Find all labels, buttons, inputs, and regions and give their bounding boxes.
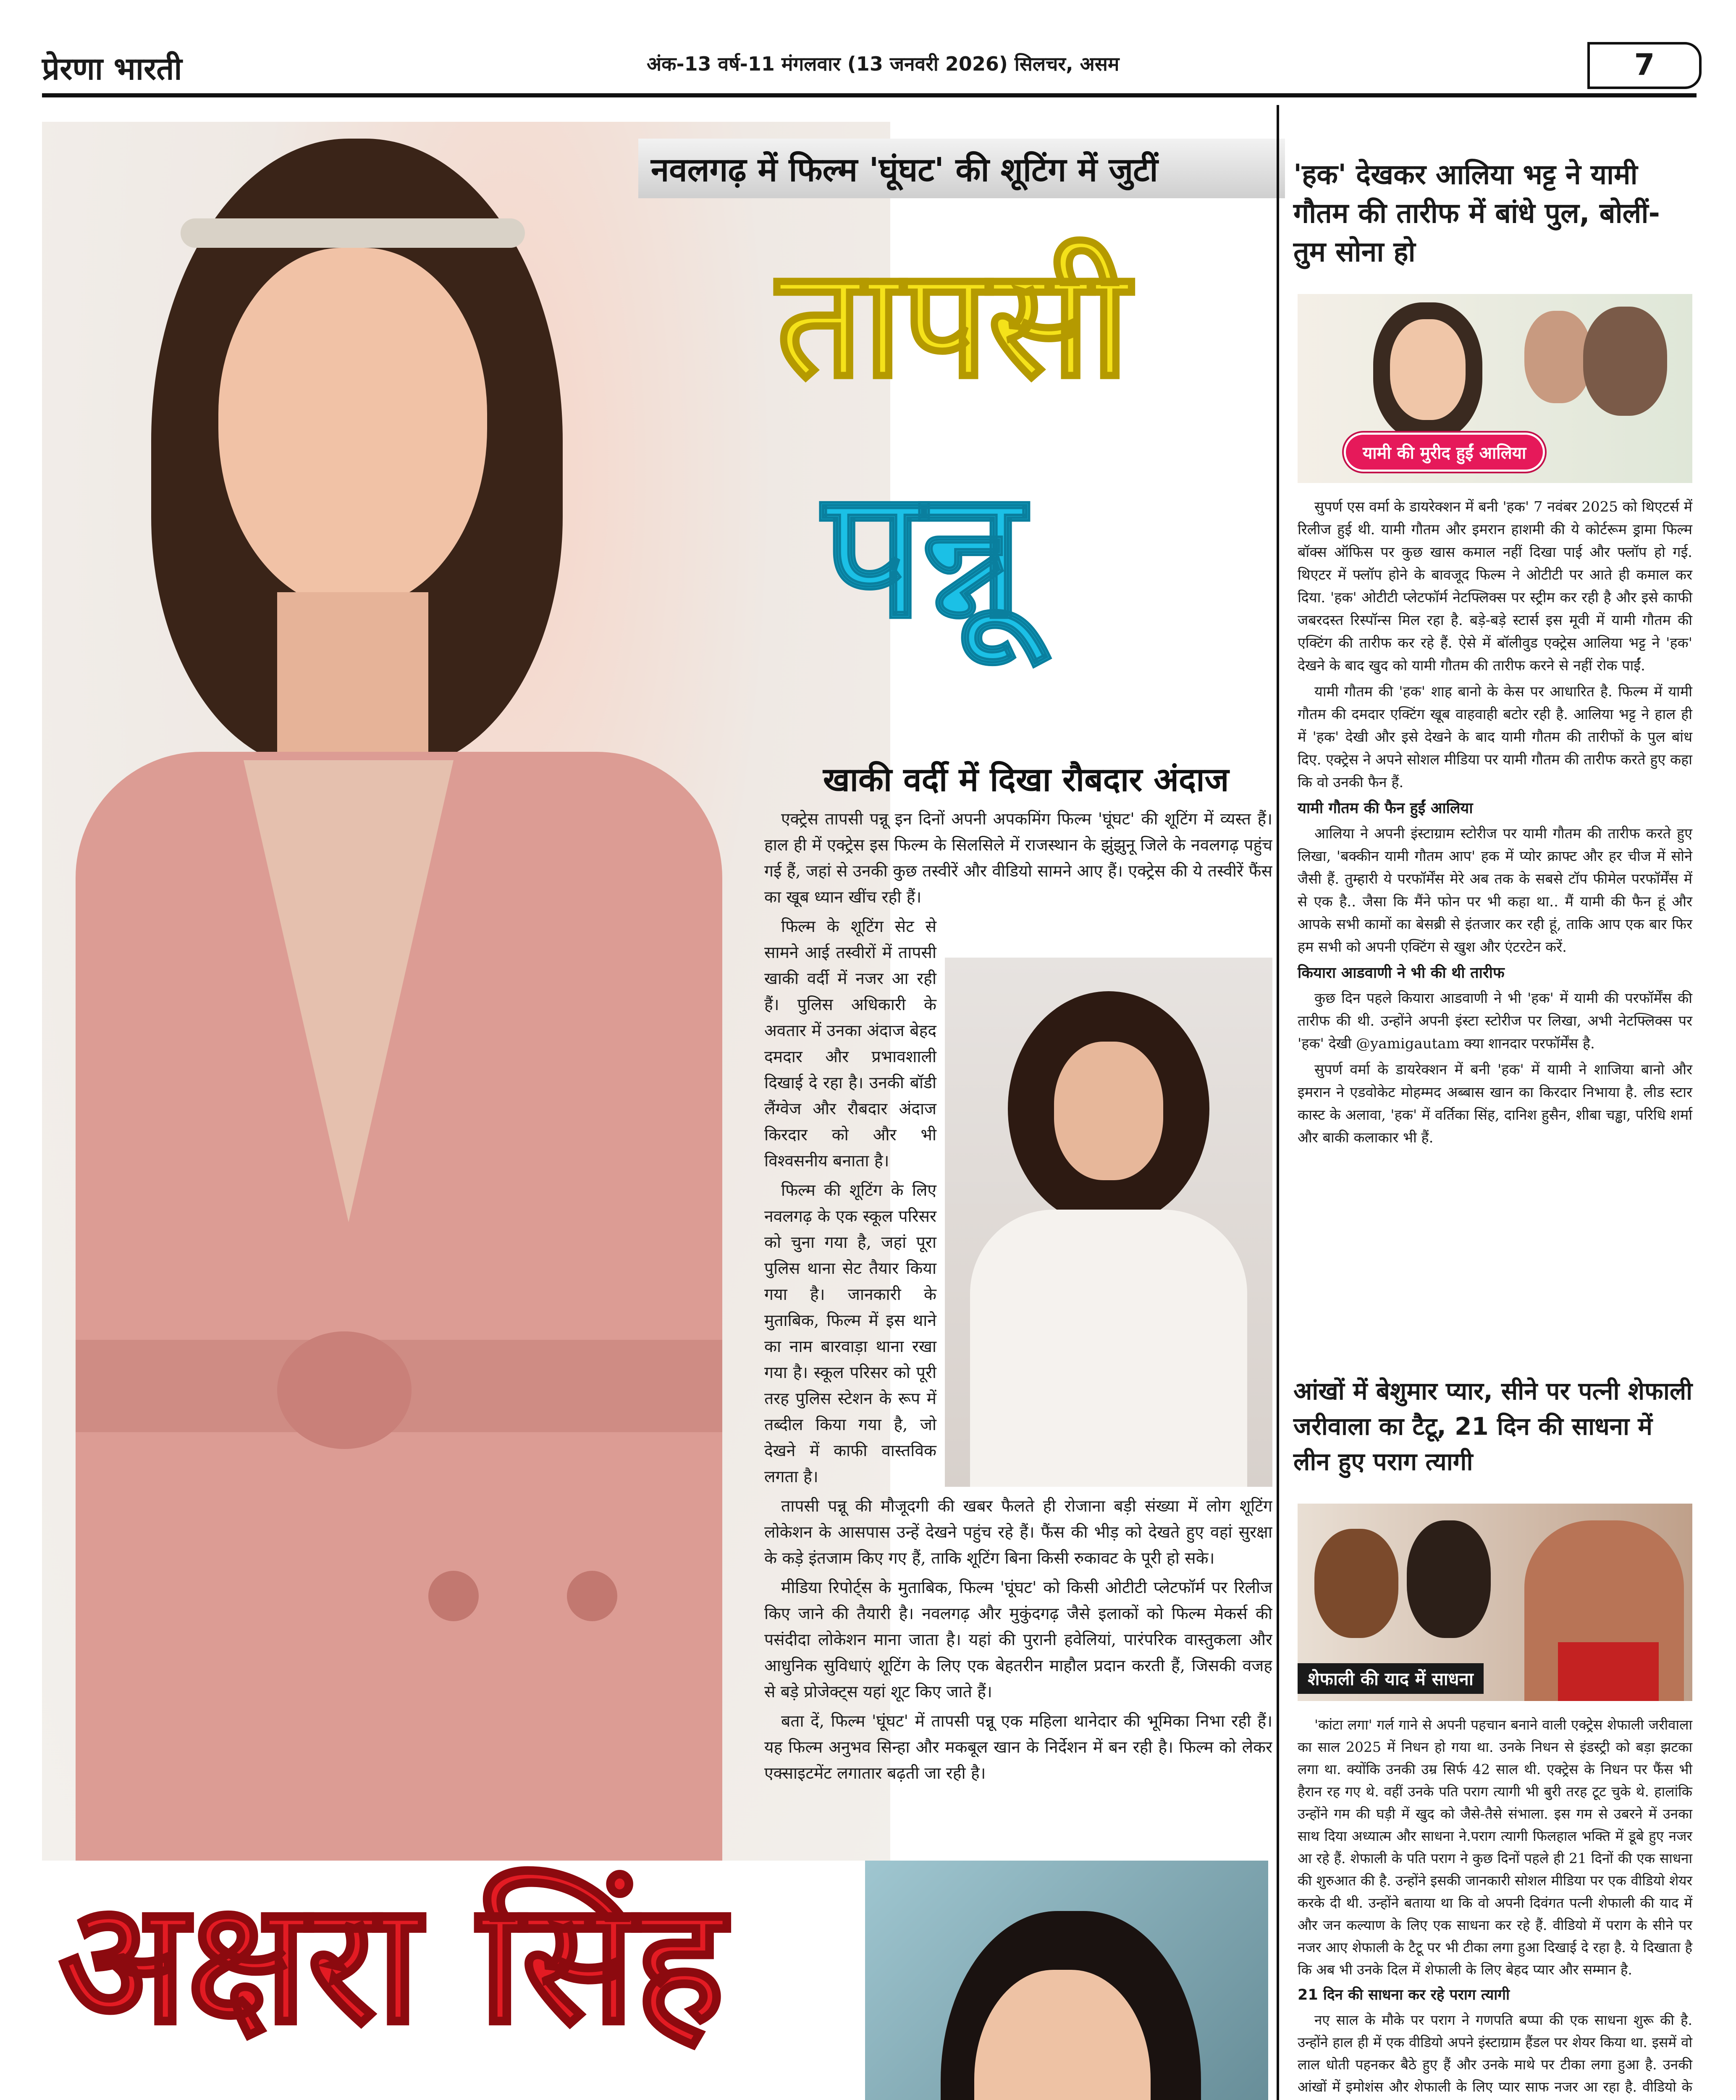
akshara-headline [63, 2096, 882, 2100]
alia-photo-caption: यामी की मुरीद हुईं आलिया [1344, 433, 1545, 472]
alia-photo [1298, 294, 1692, 483]
top-rule [42, 93, 1697, 97]
inset-spacer [936, 914, 1272, 1460]
page-number: 7 [1587, 42, 1702, 89]
taapsee-name-line1: तापसी [777, 235, 1130, 411]
alia-para-1: सुपर्ण एस वर्मा के डायरेक्शन में बनी 'हक' 7 नवंबर 2025 को थिएटर्स में रिलीज हुई थी. यामी गौतम और इमरान हाशमी की ये कोर्टरूम ड्रामा फिल्म बॉक्स ऑफिस पर कुछ खास कमाल नहीं दिखा पाई और फ्लॉप हो गई. थिएटर में फ्लॉप होने के बावजूद फिल्म ने ओटीटी पर आते ही कमाल कर दिया. 'हक' ओटीटी प्लेटफॉर्म नेटफ्लिक्स पर स्ट्रीम कर रही है और इसे काफी जबरदस्त रिस्पॉन्स मिल रहा है. बड़े-बड़े स्टार्स इस मूवी में यामी गौतम की एक्टिंग की तारीफ कर रहे हैं. ऐसे में बॉलीवुड एक्ट्रेस आलिया भट्ट ने 'हक' देखने के बाद खुद को यामी गौतम की तारीफ करने से नहीं रोक पाईं. [1298, 499, 1692, 674]
parag-headline: आंखों में बेशुमार प्यार, सीने पर पत्नी शेफाली जरीवाला का टैटू, 21 दिन की साधना में लीन हुए पराग त्यागी [1293, 1377, 1693, 1476]
akshara-name: अक्षरा सिंह [59, 1866, 725, 2061]
taapsee-para-5: मीडिया रिपोर्ट्स के मुताबिक, फिल्म 'घूंघट' को किसी ओटीटी प्लेटफॉर्म पर रिलीज किए जाने की तैयारी है। नवलगढ़ और मुकुंदगढ़ जैसे इलाकों को फिल्म मेकर्स की पसंदीदा लोकेशन माना जाता है। यहां की पुरानी हवेलियां, पारंपरिक वास्तुकला और आधुनिक सुविधाएं शूटिंग के लिए एक बेहतरीन माहौल प्रदान करती हैं, जिसकी वजह से बड़े प्रोजेक्ट्स यहां शूट किए जाते हैं। [764, 1578, 1272, 1701]
taapsee-kicker: नवलगढ़ में फिल्म 'घूंघट' की शूटिंग में जुटीं [638, 139, 1285, 198]
parag-para-2: नए साल के मौके पर पराग ने गणपति बप्पा की एक साधना शुरू की है. उन्होंने हाल ही में एक वीडियो अपने इंस्टाग्राम हैंडल पर शेयर किया था. इसमें वो लाल धोती पहनकर बैठे हुए हैं और उनके माथे पर टीका लगा हुआ है. उनकी आंखों में इमोशंस और शेफाली के लिए प्यार साफ नजर आ रहा है. वीडियो के [1298, 2012, 1692, 2095]
alia-article [1298, 496, 1692, 1152]
alia-headline: 'हक' देखकर आलिया भट्ट ने यामी गौतम की तारीफ में बांधे पुल, बोलीं- तुम सोना हो [1293, 158, 1660, 268]
taapsee-main-photo [42, 122, 890, 1861]
akshara-headline-line1 [63, 2096, 882, 2100]
taapsee-name-line2: पन्नू [823, 452, 1024, 657]
taapsee-subhead: खाकी वर्दी में दिखा रौबदार अंदाज [823, 761, 1229, 799]
alia-para-3: आलिया ने अपनी इंस्टाग्राम स्टोरीज पर यामी गौतम की तारीफ करते हुए लिखा, 'बक्कीन यामी गौतम आप' हक में प्योर क्राफ्ट और हर चीज में सोने जैसी हैं. तुम्हारी ये परफॉर्मेंस मेरे अब तक के सबसे टॉप फीमेल परफॉर्मेंस में से एक है.. जैसा कि मैंने फोन पर भी कहा था.. मैं यामी की फैन हूं और आपके सभी कामों का बेसब्री से इंतजार कर रही हूं, ताकि आप एक बार फिर हम सभी को अपनी एक्टिंग से खुश और एंटरटेन करें. [1298, 825, 1692, 956]
taapsee-para-4: तापसी पन्नू की मौजूदगी की खबर फैलते ही रोजाना बड़ी संख्या में लोग शूटिंग लोकेशन के आसपास उन्हें देखने पहुंच रहे हैं। फैंस की भीड़ को देखते हुए वहां सुरक्षा के कड़े इंतजाम किए गए हैं, ताकि शूटिंग बिना किसी रुकावट के पूरी हो सके। [764, 1497, 1272, 1568]
taapsee-para-6: बता दें, फिल्म 'घूंघट' में तापसी पन्नू एक महिला थानेदार की भूमिका निभा रही हैं। यह फिल्म अनुभव सिन्हा और मकबूल खान के निर्देशन में बन रही है। फिल्म को लेकर एक्साइटमेंट लगातार बढ़ती जा रही है। [764, 1712, 1272, 1783]
issue-line: अंक-13 वर्ष-11 मंगलवार (13 जनवरी 2026) सिलचर, असम [647, 52, 1120, 75]
parag-photo [1298, 1504, 1692, 1701]
parag-article [1298, 1714, 1692, 2100]
alia-subhead-1: यामी गौतम की फैन हुईं आलिया [1298, 800, 1473, 817]
taapsee-para-1: एक्ट्रेस तापसी पन्नू इन दिनों अपनी अपकमिंग फिल्म 'घूंघट' की शूटिंग में व्यस्त हैं। हाल ही में एक्ट्रेस इस फिल्म के सिलसिले में राजस्थान के झुंझुनू जिले के नवलगढ़ पहुंच गई हैं, जहां से उनकी कुछ तस्वीरें और वीडियो सामने आए हैं। एक्ट्रेस की ये तस्वीरें फैंस का खूब ध्यान खींच रही हैं। [764, 810, 1272, 907]
parag-subhead-1: 21 दिन की साधना कर रहे पराग त्यागी [1298, 1987, 1510, 2003]
parag-photo-caption: शेफाली की याद में साधना [1298, 1663, 1484, 1694]
akshara-main-photo [865, 1861, 1268, 2100]
masthead-title: प्रेरणा भारती [42, 51, 182, 87]
taapsee-para-3: फिल्म की शूटिंग के लिए नवलगढ़ के एक स्कूल परिसर को चुना गया है, जहां पूरा पुलिस थाना सेट तैयार किया गया है। जानकारी के मुताबिक, फिल्म में इस थाने का नाम बारवाड़ा थाना रखा गया है। स्कूल परिसर को पूरी तरह पुलिस स्टेशन के रूप में तब्दील किया गया है, जो देखने में काफी वास्तविक लगता है। [764, 1181, 936, 1486]
taapsee-article [764, 806, 1272, 1882]
taapsee-para-2: फिल्म के शूटिंग सेट से सामने आई तस्वीरों में तापसी खाकी वर्दी में नजर आ रही हैं। पुलिस अधिकारी के अवतार में उनका अंदाज बेहद दमदार और प्रभावशाली दिखाई दे रहा है। उनकी बॉडी लैंग्वेज और रौबदार अंदाज किरदार को और भी विश्वसनीय बनाता है। [764, 917, 936, 1171]
alia-para-5: सुपर्ण वर्मा के डायरेक्शन में बनी 'हक' में यामी ने शाजिया बानो और इमरान ने एडवोकेट मोहम्मद अब्बास खान का किरदार निभाया है. लीड स्टार कास्ट के अलावा, 'हक' में वर्तिका सिंह, दानिश हुसैन, शीबा चड्ढा, परिधि शर्मा और बाकी कलाकार भी हैं. [1298, 1061, 1692, 1146]
alia-para-4: कुछ दिन पहले कियारा आडवाणी ने भी 'हक' में यामी की परफॉर्मेंस की तारीफ की थी. उन्होंने अपनी इंस्टा स्टोरीज पर लिखा, अभी नेटफ्लिक्स पर 'हक' देखी @yamigautam क्या शानदार परफॉर्मेंस है. [1298, 990, 1692, 1052]
alia-subhead-2: कियारा आडवाणी ने भी की थी तारीफ [1298, 964, 1505, 982]
parag-para-1: 'कांटा लगा' गर्ल गाने से अपनी पहचान बनाने वाली एक्ट्रेस शेफाली जरीवाला का साल 2025 में निधन हो गया था. उनके निधन से इंडस्ट्री को बड़ा झटका लगा था. क्योंकि उनकी उम्र सिर्फ 42 साल थी. एक्ट्रेस के निधन पर फैंस भी हैरान रह गए थे. वहीं उनके पति पराग त्यागी भी बुरी तरह टूट चुके थे. हालांकि उन्होंने गम की घड़ी में खुद को जैसे-तैसे संभाला. इस गम से उबरने में उनका साथ दिया अध्यात्म और साधना ने.पराग त्यागी फिलहाल भक्ति में डूबे हुए नजर आ रहे हैं. शेफाली के पति पराग ने कुछ दिनों पहले ही 21 दिनों की एक साधना की शुरुआत की है. उन्होंने इसकी जानकारी सोशल मीडिया पर एक वीडियो शेयर करके दी थी. उन्होंने बताया था कि वो अपनी दिवंगत पत्नी शेफाली की याद में और जन कल्याण के लिए एक साधना कर रहे हैं. वीडियो में पराग के सीने पर नजर आए शेफाली के टैटू पर भी टीका लगा हुआ दिखाई दे रहा है. ये दिखाता है कि अब भी उनके दिल में शेफाली के लिए बेहद प्यार और सम्मान है. [1298, 1717, 1692, 1978]
column-divider [1277, 105, 1279, 2100]
alia-para-2: यामी गौतम की 'हक' शाह बानो के केस पर आधारित है. फिल्म में यामी गौतम की दमदार एक्टिंग खूब वाहवाही बटोर रही है. आलिया भट्ट ने हाल ही में 'हक' देखी और इसे देखने के बाद यामी गौतम की तारीफों के पुल बांध दिए. एक्ट्रेस ने अपने सोशल मीडिया पर यामी गौतम की तारीफ करते हुए कहा कि वो उनकी फैन हैं. [1298, 683, 1692, 791]
